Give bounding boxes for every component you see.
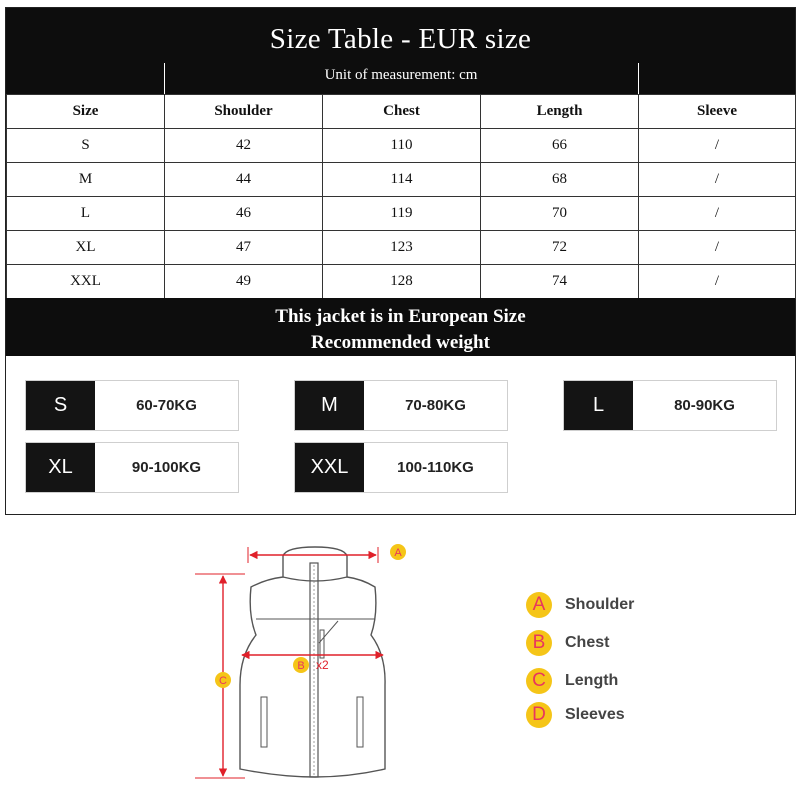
cell-size: S (7, 129, 165, 163)
cell-chest: 114 (323, 163, 481, 197)
weight-card-size: S (26, 381, 95, 430)
table-row (7, 129, 796, 163)
cell-chest: 128 (323, 265, 481, 299)
column-header-shoulder: Shoulder (165, 95, 323, 129)
legend-item-shoulder (526, 592, 726, 620)
right-pocket-zip (357, 697, 363, 747)
legend-label-sleeves: Sleeves (565, 706, 625, 723)
marker-c-letter: C (219, 675, 227, 687)
size-chart-frame (5, 7, 796, 515)
cell-shoulder: 47 (165, 231, 323, 265)
cell-shoulder: 49 (165, 265, 323, 299)
column-header-size: Size (7, 95, 165, 129)
weight-card-range: 100-110KG (397, 459, 474, 476)
cell-chest: 110 (323, 129, 481, 163)
legend-label-length: Length (565, 672, 619, 689)
cell-shoulder: 44 (165, 163, 323, 197)
legend-label-chest: Chest (565, 634, 610, 651)
weight-card-range: 80-90KG (674, 397, 735, 414)
legend-badge-b: B (526, 630, 552, 656)
vest-measurement-diagram (190, 525, 430, 795)
cell-sleeve: / (639, 163, 796, 197)
column-header-sleeve: Sleeve (639, 95, 796, 129)
legend-label-shoulder: Shoulder (565, 596, 635, 613)
table-row (7, 163, 796, 197)
cell-length: 68 (481, 163, 639, 197)
legend-item-chest (526, 630, 726, 658)
cell-shoulder: 46 (165, 197, 323, 231)
table-row (7, 231, 796, 265)
cell-size: XXL (7, 265, 165, 299)
cell-sleeve: / (639, 129, 796, 163)
column-header-chest: Chest (323, 95, 481, 129)
unit-of-measurement: Unit of measurement: cm (324, 67, 478, 83)
recommended-weight-heading: Recommended weight (311, 332, 490, 353)
weight-card-range: 60-70KG (136, 397, 197, 414)
table-row (7, 197, 796, 231)
cell-size: M (7, 163, 165, 197)
cell-sleeve: / (639, 265, 796, 299)
marker-b-letter: B (297, 660, 305, 672)
weight-card-size: M (295, 381, 364, 430)
cell-length: 74 (481, 265, 639, 299)
european-size-note: This jacket is in European Size (275, 306, 526, 327)
size-table-title: Size Table - EUR size (6, 8, 795, 63)
weight-card-size: XXL (295, 443, 364, 492)
cell-size: XL (7, 231, 165, 265)
weight-card-l (563, 380, 777, 431)
cell-shoulder: 42 (165, 129, 323, 163)
weight-card-range: 70-80KG (405, 397, 466, 414)
cell-sleeve: / (639, 231, 796, 265)
marker-a-letter: A (394, 547, 402, 559)
table-row (7, 265, 796, 299)
cell-length: 72 (481, 231, 639, 265)
legend-item-length (526, 668, 726, 696)
weight-card-xxl (294, 442, 508, 493)
cell-chest: 119 (323, 197, 481, 231)
cell-length: 66 (481, 129, 639, 163)
column-header-length: Length (481, 95, 639, 129)
weight-card-s (25, 380, 239, 431)
chest-pocket-zip (320, 630, 324, 658)
weight-card-size: L (564, 381, 633, 430)
unit-row (6, 63, 795, 95)
chest-multiplier-label: x2 (316, 658, 329, 672)
table-header-row (7, 95, 796, 129)
vest-collar (283, 577, 347, 581)
weight-card-range: 90-100KG (131, 459, 202, 476)
legend-badge-a: A (526, 592, 552, 618)
legend-badge-d: D (526, 702, 552, 728)
legend-item-sleeves (526, 702, 726, 730)
weight-card-size: XL (26, 443, 95, 492)
weight-card-xl (25, 442, 239, 493)
unit-row-divider (638, 63, 639, 95)
cell-sleeve: / (639, 197, 796, 231)
cell-size: L (7, 197, 165, 231)
weight-card-m (294, 380, 508, 431)
cell-chest: 123 (323, 231, 481, 265)
legend-badge-c: C (526, 668, 552, 694)
left-pocket-zip (261, 697, 267, 747)
size-table (6, 94, 796, 299)
european-size-banner (6, 298, 795, 356)
cell-length: 70 (481, 197, 639, 231)
